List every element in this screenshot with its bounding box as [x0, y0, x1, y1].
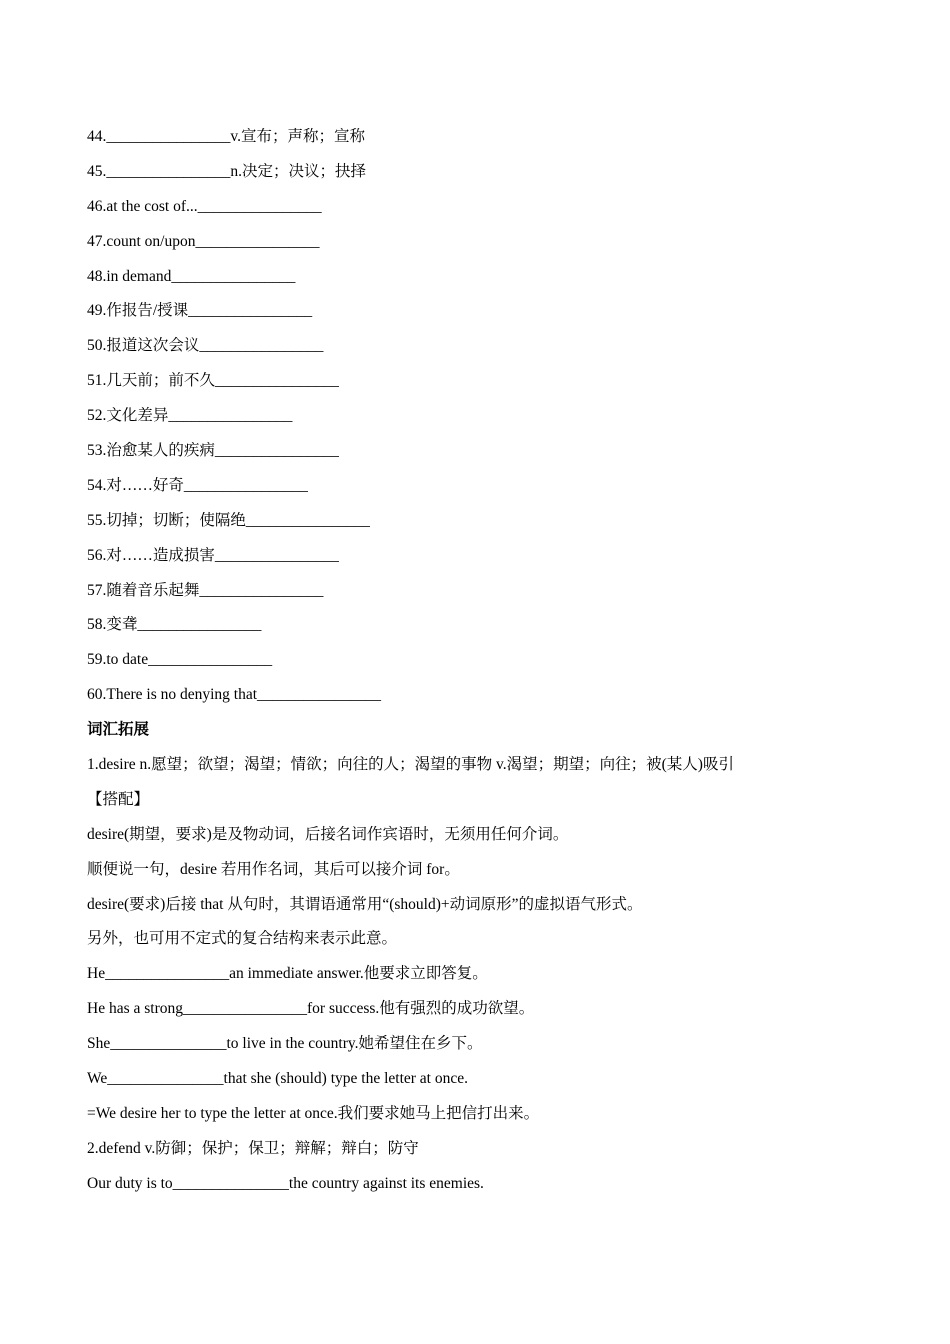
desire-note-1: desire(期望，要求)是及物动词，后接名词作宾语时，无须用任何介词。: [87, 825, 569, 843]
item-60: 60.There is no denying that________________: [87, 686, 382, 704]
item-52: 52.文化差异________________: [87, 407, 293, 425]
item-54: 54.对……好奇________________: [87, 476, 308, 494]
item-47: 47.count on/upon________________: [87, 232, 320, 250]
item-46: 46.at the cost of...________________: [87, 197, 322, 215]
item-45: 45.________________n.决定；决议；抉择: [87, 162, 367, 180]
item-58: 58.变聋________________: [87, 616, 262, 634]
defend-example-1: Our duty is to_______________the country against its enemies.: [87, 1174, 484, 1192]
item-59: 59.to date________________: [87, 651, 273, 669]
desire-example-4: We_______________that she (should) type the letter at once.: [87, 1070, 468, 1088]
desire-note-2: 顺便说一句，desire 若用作名词，其后可以接介词 for。: [87, 860, 460, 878]
item-56: 56.对……造成损害________________: [87, 546, 339, 564]
desire-example-3: She_______________to live in the country.她希望住在乡下。: [87, 1035, 483, 1053]
section-title: 词汇拓展: [87, 721, 150, 739]
desire-example-1: He________________an immediate answer.他要求立即答复。: [87, 965, 488, 983]
item-50: 50.报道这次会议________________: [87, 337, 324, 355]
item-44: 44.________________v.宣布；声称；宣称: [87, 128, 365, 145]
desire-note-4: 另外，也可用不定式的复合结构来表示此意。: [87, 930, 398, 948]
collocation-heading: 【搭配】: [87, 790, 150, 808]
item-51: 51.几天前；前不久________________: [87, 372, 339, 390]
item-48: 48.in demand________________: [87, 267, 296, 285]
defend-definition: 2.defend v.防御；保护；保卫；辩解；辩白；防守: [87, 1139, 419, 1157]
desire-definition: 1.desire n.愿望；欲望；渴望；情欲；向往的人；渴望的事物 v.渴望；期望；向往；被(某人)吸引: [87, 756, 734, 774]
item-53: 53.治愈某人的疾病________________: [87, 442, 339, 460]
item-57: 57.随着音乐起舞________________: [87, 581, 324, 599]
document-page: [87, 126, 877, 1208]
item-49: 49.作报告/授课________________: [87, 302, 313, 320]
desire-note-3: desire(要求)后接 that 从句时，其谓语通常用“(should)+动词原形”的虚拟语气形式。: [87, 895, 643, 913]
item-55: 55.切掉；切断；使隔绝________________: [87, 511, 370, 529]
desire-example-5: =We desire her to type the letter at once.我们要求她马上把信打出来。: [87, 1104, 540, 1122]
desire-example-2: He has a strong________________for success.他有强烈的成功欲望。: [87, 1000, 535, 1018]
